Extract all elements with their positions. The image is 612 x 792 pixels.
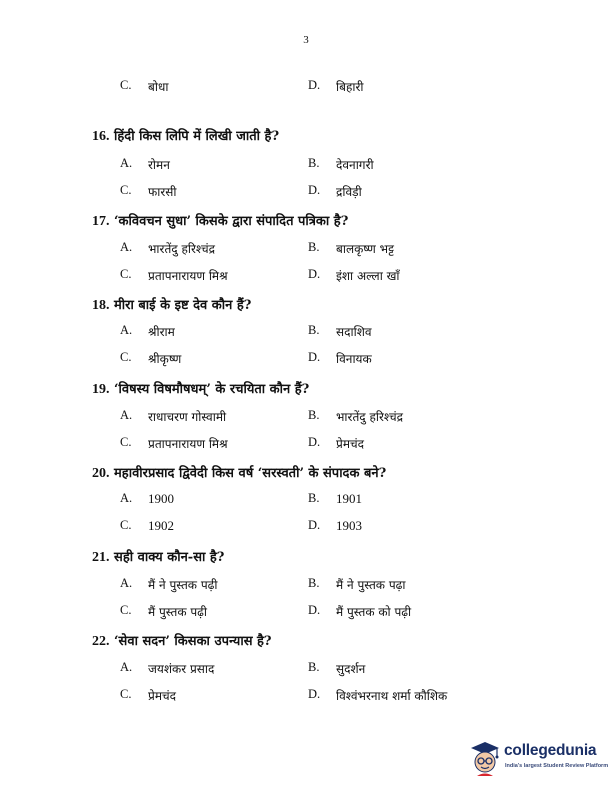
brand-name: collegedunia <box>504 742 597 759</box>
collegedunia-logo <box>468 738 608 784</box>
page-number: 3 <box>303 34 309 46</box>
question-21-title <box>92 547 224 566</box>
option-row <box>0 660 612 680</box>
option-letter: D. <box>308 183 321 197</box>
question-text: सही वाक्य कौन-सा है? <box>114 550 225 565</box>
option-row <box>0 518 612 538</box>
option-letter: A. <box>120 156 133 170</box>
graduate-mascot-icon <box>468 738 502 778</box>
option-letter: C. <box>120 687 132 701</box>
option-row <box>0 323 612 343</box>
option-text: द्रविड़ी <box>336 185 362 199</box>
option-text: मैं ने पुस्तक पढ़ी <box>148 578 218 592</box>
option-row <box>0 435 612 455</box>
option-text: प्रतापनारायण मिश्र <box>148 437 228 451</box>
option-letter: C. <box>120 603 132 617</box>
option-row <box>0 603 612 623</box>
option-text: देवनागरी <box>336 158 374 172</box>
question-16-title <box>92 126 279 145</box>
option-text: भारतेंदु हरिश्चंद्र <box>148 242 215 256</box>
option-text: भारतेंदु हरिश्चंद्र <box>336 410 403 424</box>
option-text: श्रीकृष्ण <box>148 352 182 366</box>
option-text: मैं ने पुस्तक पढ़ा <box>336 578 406 592</box>
option-row <box>0 350 612 370</box>
option-text: 1903 <box>336 518 362 533</box>
option-letter: C. <box>120 435 132 449</box>
option-letter: D. <box>308 78 321 92</box>
option-text: सदाशिव <box>336 325 372 339</box>
option-text: 1900 <box>148 491 174 506</box>
option-row <box>0 267 612 287</box>
question-text: मीरा बाई के इष्ट देव कौन हैं? <box>114 298 252 313</box>
option-text: मैं पुस्तक को पढ़ी <box>336 605 412 619</box>
question-18-title <box>92 295 251 314</box>
question-text: ‘सेवा सदन’ किसका उपन्यास है? <box>114 634 272 649</box>
option-text: विश्वंभरनाथ शर्मा कौशिक <box>336 689 448 703</box>
option-letter: A. <box>120 660 133 674</box>
option-text: प्रतापनारायण मिश्र <box>148 269 228 283</box>
option-row <box>0 156 612 176</box>
question-text: महावीरप्रसाद द्विवेदी किस वर्ष ‘सरस्वती’ के संपादक बने? <box>114 466 387 481</box>
option-letter: A. <box>120 408 133 422</box>
option-text: राधाचरण गोस्वामी <box>148 410 227 424</box>
option-text: प्रेमचंद <box>336 437 364 451</box>
option-text: सुदर्शन <box>336 662 366 676</box>
option-letter: B. <box>308 660 320 674</box>
option-letter: C. <box>120 267 132 281</box>
option-letter: A. <box>120 240 133 254</box>
question-number: 18. <box>92 298 110 313</box>
option-row <box>0 78 612 98</box>
option-letter: B. <box>308 156 320 170</box>
question-text: ‘कविवचन सुधा’ किसके द्वारा संपादित पत्रिका है? <box>114 214 349 229</box>
option-row <box>0 687 612 707</box>
option-letter: D. <box>308 435 321 449</box>
brand-tagline: India's largest Student Review Platform <box>505 763 609 769</box>
option-text: श्रीराम <box>148 325 175 339</box>
option-letter: C. <box>120 350 132 364</box>
question-number: 22. <box>92 634 110 649</box>
option-text: जयशंकर प्रसाद <box>148 662 215 676</box>
option-text: फारसी <box>148 185 177 199</box>
option-text: विनायक <box>336 352 372 366</box>
question-22-title <box>92 631 272 650</box>
option-text: 1902 <box>148 518 174 533</box>
question-number: 16. <box>92 129 110 144</box>
option-text: प्रेमचंद <box>148 689 176 703</box>
question-text: हिंदी किस लिपि में लिखी जाती है? <box>114 129 280 144</box>
option-letter: A. <box>120 491 133 505</box>
option-letter: A. <box>120 323 133 337</box>
option-letter: C. <box>120 78 132 92</box>
option-row <box>0 408 612 428</box>
option-letter: D. <box>308 350 321 364</box>
option-text: इंशा अल्ला खाँ <box>336 269 400 283</box>
option-row <box>0 576 612 596</box>
question-number: 17. <box>92 214 110 229</box>
option-letter: B. <box>308 491 320 505</box>
option-letter: B. <box>308 240 320 254</box>
option-text: रोमन <box>148 158 170 172</box>
option-row <box>0 491 612 511</box>
question-text: ‘विषस्य विषमौषधम्’ के रचयिता कौन हैं? <box>114 382 310 397</box>
option-text: बोधा <box>148 80 169 94</box>
question-20-title <box>92 463 386 482</box>
question-19-title <box>92 379 309 398</box>
option-letter: C. <box>120 518 132 532</box>
option-letter: B. <box>308 408 320 422</box>
option-letter: A. <box>120 576 133 590</box>
option-letter: B. <box>308 323 320 337</box>
question-number: 20. <box>92 466 110 481</box>
option-text: मैं पुस्तक पढ़ी <box>148 605 208 619</box>
option-letter: D. <box>308 267 321 281</box>
option-letter: D. <box>308 687 321 701</box>
option-row <box>0 240 612 260</box>
option-row <box>0 183 612 203</box>
question-number: 21. <box>92 550 110 565</box>
option-letter: D. <box>308 603 321 617</box>
option-letter: C. <box>120 183 132 197</box>
question-number: 19. <box>92 382 110 397</box>
option-text: बिहारी <box>336 80 364 94</box>
option-letter: D. <box>308 518 321 532</box>
option-text: 1901 <box>336 491 362 506</box>
option-letter: B. <box>308 576 320 590</box>
question-17-title <box>92 211 348 230</box>
option-text: बालकृष्ण भट्ट <box>336 242 394 256</box>
